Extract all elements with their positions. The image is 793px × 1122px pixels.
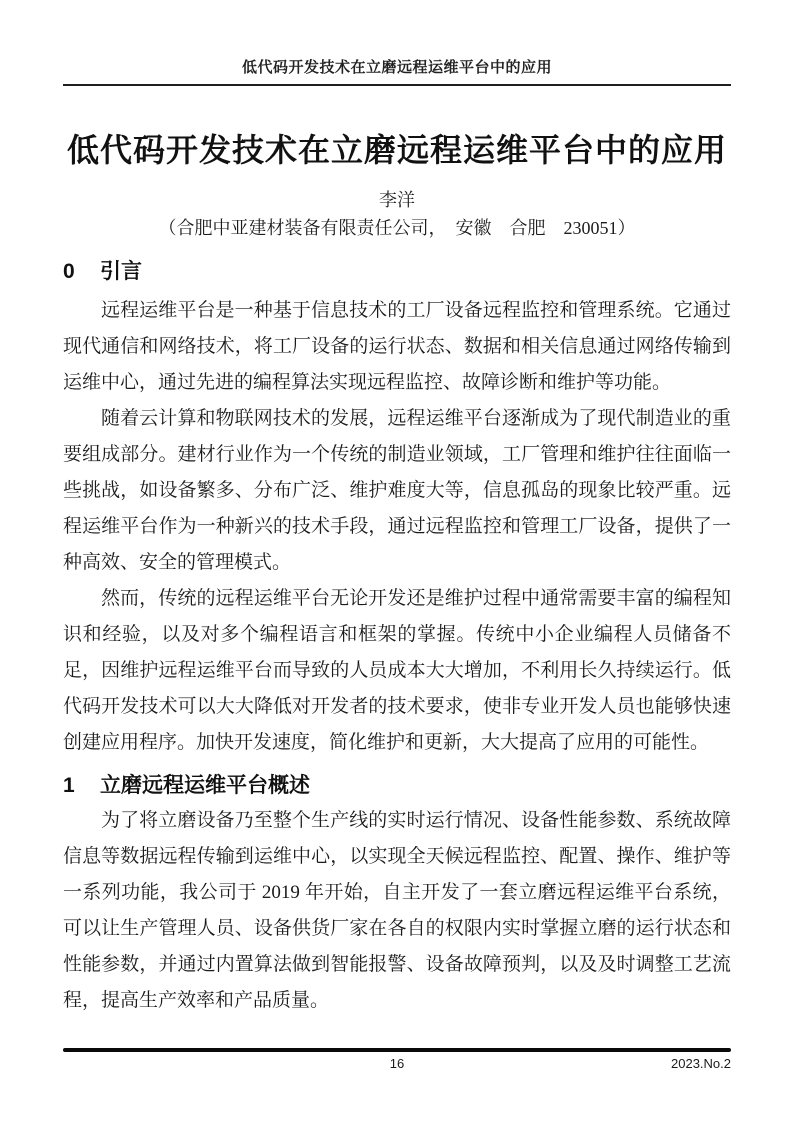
affiliation: （合肥中亚建材装备有限责任公司， 安徽 合肥 230051） xyxy=(158,218,636,238)
footer-row xyxy=(63,1055,731,1073)
paragraph-intro-2: 随着云计算和物联网技术的发展，远程运维平台逐渐成为了现代制造业的重要组成部分。建材行业作为一个传统的制造业领域，工厂管理和维护往往面临一些挑战，如设备繁多、分布广泛、维护难度大等，信息孤岛的现象比较严重。远程运维平台作为一种新兴的技术手段，通过远程监控和管理工厂设备，提供了一种高效、安全的管理模式。 xyxy=(63,408,731,573)
section-0-title: 引言 xyxy=(100,260,142,283)
paper-title: 低代码开发技术在立磨远程运维平台中的应用 xyxy=(66,132,727,168)
section-platform-overview xyxy=(63,771,731,1019)
paragraph-overview-1: 为了将立磨设备乃至整个生产线的实时运行情况、设备性能参数、系统故障信息等数据远程传输到运维中心，以实现全天候远程监控、配置、操作、维护等一系列功能，我公司于 2019 年开始，自主开发了一套立磨远程运维平台系统，可以让生产管理人员、设备供货厂家在各自的权限内实时掌握立磨的运行状态和性能参数，并通过内置算法做到智能报警、设备故障预判，以及及时调整工艺流程，提高生产效率和产品质量。 xyxy=(63,810,731,1011)
section-introduction xyxy=(63,257,731,761)
issue-label: 2023.No.2 xyxy=(671,1056,731,1071)
section-0-heading xyxy=(63,257,731,287)
running-header xyxy=(63,0,731,86)
page-footer xyxy=(63,1048,731,1073)
footer-rule xyxy=(63,1048,731,1052)
section-1-number: 1 xyxy=(63,774,75,797)
author-name: 李洋 xyxy=(379,190,415,210)
paragraph-intro-1: 远程运维平台是一种基于信息技术的工厂设备远程监控和管理系统。它通过现代通信和网络技术，将工厂设备的运行状态、数据和相关信息通过网络传输到运维中心，通过先进的编程算法实现远程监控、故障诊断和维护等功能。 xyxy=(63,300,731,393)
document-body xyxy=(63,128,731,1019)
section-1-title: 立磨远程运维平台概述 xyxy=(100,774,310,797)
section-1-heading xyxy=(63,771,731,801)
running-header-title: 低代码开发技术在立磨远程运维平台中的应用 xyxy=(241,60,552,76)
section-0-number: 0 xyxy=(63,260,75,283)
paragraph-intro-3: 然而，传统的远程运维平台无论开发还是维护过程中通常需要丰富的编程知识和经验，以及对多个编程语言和框架的掌握。传统中小企业编程人员储备不足，因维护远程运维平台而导致的人员成本大大增加，不利用长久持续运行。低代码开发技术可以大大降低对开发者的技术要求，使非专业开发人员也能够快速创建应用程序。加快开发速度，简化维护和更新，大大提高了应用的可能性。 xyxy=(63,588,731,753)
page-number: 16 xyxy=(389,1056,405,1071)
